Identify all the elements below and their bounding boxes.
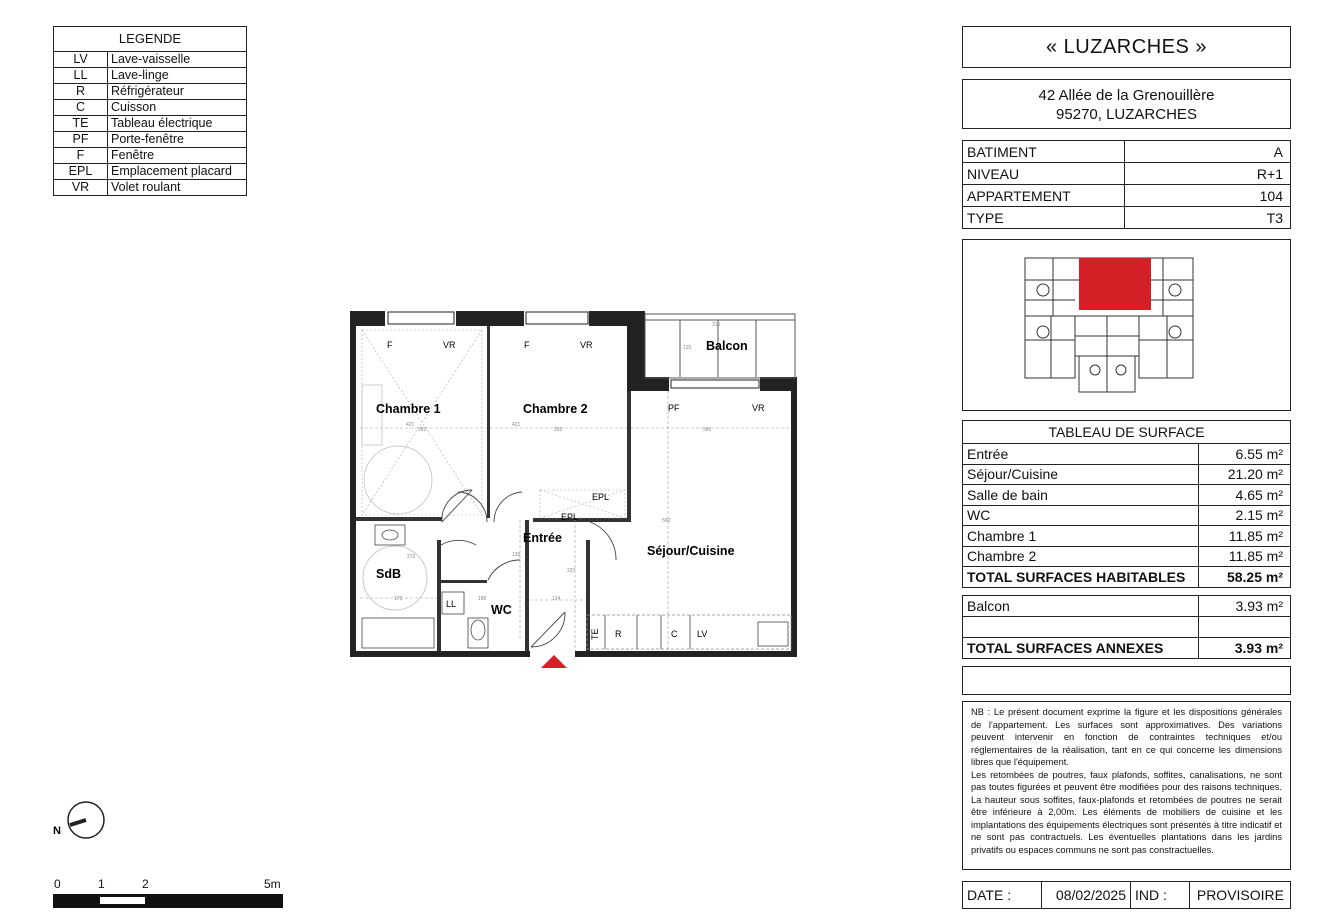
surface-row [963, 505, 1291, 526]
info-label: NIVEAU [963, 163, 1125, 185]
info-label: BATIMENT [963, 141, 1125, 163]
room-wc: WC [491, 603, 512, 617]
legend-label: Lave-linge [108, 68, 247, 84]
tag-epl: EPL [592, 492, 610, 502]
dim-label: 170 [394, 596, 403, 602]
info-value: T3 [1125, 207, 1291, 229]
tag-vr: VR [580, 340, 593, 350]
storage-marks [362, 330, 625, 518]
dim-label: 282 [418, 427, 427, 433]
info-row [963, 141, 1291, 163]
surface-value: 2.15 m² [1199, 505, 1291, 526]
building-key-plan [962, 239, 1291, 411]
date-table [962, 881, 1291, 909]
scale-label: 1 [98, 877, 105, 891]
info-row [963, 207, 1291, 229]
legend-label: Emplacement placard [108, 164, 247, 180]
address-box [962, 79, 1291, 129]
project-title: « LUZARCHES » [962, 26, 1291, 68]
legend-row [54, 100, 247, 116]
legend-abbr: EPL [54, 164, 108, 180]
surface-total-label: TOTAL SURFACES HABITABLES [963, 567, 1199, 588]
tag-pf: PF [668, 403, 680, 413]
legend-abbr: C [54, 100, 108, 116]
tag-epl: EPL [561, 512, 579, 522]
tag-te: TE [590, 628, 600, 640]
info-table [962, 140, 1291, 229]
surface-row [963, 464, 1291, 485]
entrance-arrow [541, 655, 567, 668]
surface-total-row [963, 567, 1291, 588]
dim-label: 189 [478, 596, 487, 602]
surface-row [963, 526, 1291, 547]
floor-plan [345, 303, 805, 675]
dim-label: 345 [703, 427, 712, 433]
room-balcon: Balcon [706, 339, 748, 353]
dim-label: 421 [512, 422, 521, 428]
room-entree: Entrée [523, 531, 562, 545]
tag-f: F [387, 340, 393, 350]
info-label: TYPE [963, 207, 1125, 229]
date-label: DATE : [963, 882, 1042, 909]
compass-north-label: N [53, 825, 61, 837]
annex-value [1199, 617, 1291, 638]
room-chambre1: Chambre 1 [376, 402, 441, 416]
annex-row [963, 596, 1291, 617]
tag-lv: LV [697, 629, 708, 639]
date-value: 08/02/2025 [1042, 882, 1131, 909]
surface-value: 11.85 m² [1199, 526, 1291, 547]
blank-field [962, 666, 1291, 695]
annex-total-label: TOTAL SURFACES ANNEXES [963, 638, 1199, 659]
tag-c: C [671, 629, 678, 639]
scale-track [53, 894, 283, 908]
dim-label: 130 [512, 552, 521, 558]
info-label: APPARTEMENT [963, 185, 1125, 207]
legend-abbr: R [54, 84, 108, 100]
room-sejour: Séjour/Cuisine [647, 544, 735, 558]
surface-total-value: 58.25 m² [1199, 567, 1291, 588]
surface-value: 4.65 m² [1199, 485, 1291, 506]
note-paragraph: NB : Le présent document exprime la figure et les dispositions générales de l'appartement. Les surfaces sont approximatives. Des variations peuvent intervenir en fonction de contraintes techniques et/ou réglementaires de la réalisation, tant en ce qui concerne les dimensions libres que l'équipement. [971, 707, 1282, 767]
key-plan-drawing [963, 240, 1290, 410]
dim-label: 560 [662, 518, 671, 524]
address-line: 95270, LUZARCHES [1056, 106, 1197, 123]
surface-value: 6.55 m² [1199, 444, 1291, 465]
legend-abbr: LL [54, 68, 108, 84]
info-row [963, 185, 1291, 207]
surface-label: WC [963, 505, 1199, 526]
surface-row [963, 485, 1291, 506]
tag-ll: LL [446, 599, 457, 609]
dim-label: 421 [406, 422, 415, 428]
tag-vr: VR [752, 403, 765, 413]
legend-label: Tableau électrique [108, 116, 247, 132]
legend-label: Cuisson [108, 100, 247, 116]
surface-row [963, 546, 1291, 567]
dim-label: 125 [683, 345, 692, 351]
tag-f: F [524, 340, 530, 350]
annex-table [962, 595, 1291, 659]
dim-label: 292 [554, 427, 563, 433]
info-value: A [1125, 141, 1291, 163]
info-value: 104 [1125, 185, 1291, 207]
annex-label: Balcon [963, 596, 1199, 617]
annex-value: 3.93 m² [1199, 596, 1291, 617]
note-paragraph: Les retombées de poutres, faux plafonds, soffites, canalisations, ne sont pas toutes figurées et peuvent être modifiées pour des raisons techniques. La hauteur sous soffites, faux-plafonds et retombées de poutres ne serait être inférieure à 2,00m. Les éléments de mobiliers de cuisine et les implantations des équipements électriques sont présentés à titre indicatif et ne sont pas contractuels. Les éventuelles plantations dans les jardins privatifs ou espaces communs ne sont pas constractuelles. [971, 769, 1282, 855]
annex-total-row [963, 638, 1291, 659]
surface-table [962, 420, 1291, 588]
dim-label: 315 [712, 322, 721, 328]
dim-label: 124 [552, 596, 561, 602]
legend-label: Lave-vaisselle [108, 52, 247, 68]
annex-total-value: 3.93 m² [1199, 638, 1291, 659]
legend-label: Fenêtre [108, 148, 247, 164]
surface-row [963, 444, 1291, 465]
legend-label: Porte-fenêtre [108, 132, 247, 148]
legend-abbr: F [54, 148, 108, 164]
legend-row [54, 180, 247, 196]
tag-vr: VR [443, 340, 456, 350]
exterior-walls [350, 311, 797, 657]
annex-row [963, 617, 1291, 638]
room-sdb: SdB [376, 567, 401, 581]
surface-title: TABLEAU DE SURFACE [963, 421, 1291, 444]
scale-bar [53, 877, 283, 909]
scale-label: 2 [142, 877, 149, 891]
legend-row [54, 132, 247, 148]
legend-abbr: LV [54, 52, 108, 68]
legend-label: Réfrigérateur [108, 84, 247, 100]
info-value: R+1 [1125, 163, 1291, 185]
surface-label: Entrée [963, 444, 1199, 465]
windows [388, 312, 759, 388]
surface-label: Chambre 2 [963, 546, 1199, 567]
tag-r: R [615, 629, 622, 639]
legend-row [54, 84, 247, 100]
info-row [963, 163, 1291, 185]
surface-label: Séjour/Cuisine [963, 464, 1199, 485]
room-chambre2: Chambre 2 [523, 402, 588, 416]
ind-label: IND : [1131, 882, 1190, 909]
legend-table [53, 26, 247, 196]
legend-abbr: VR [54, 180, 108, 196]
legend-row [54, 164, 247, 180]
legend-label: Volet roulant [108, 180, 247, 196]
scale-segment [100, 897, 145, 904]
dim-label: 272 [407, 554, 416, 560]
disclaimer-note [962, 701, 1291, 870]
legend-row [54, 52, 247, 68]
scale-label: 0 [54, 877, 61, 891]
dim-label: 337 [567, 568, 576, 574]
surface-value: 11.85 m² [1199, 546, 1291, 567]
legend-row [54, 68, 247, 84]
surface-value: 21.20 m² [1199, 464, 1291, 485]
annex-label [963, 617, 1199, 638]
legend-row [54, 148, 247, 164]
surface-label: Chambre 1 [963, 526, 1199, 547]
legend-abbr: PF [54, 132, 108, 148]
surface-label: Salle de bain [963, 485, 1199, 506]
legend-title: LEGENDE [54, 27, 247, 52]
north-compass [48, 795, 110, 845]
legend-abbr: TE [54, 116, 108, 132]
ind-value: PROVISOIRE [1190, 882, 1291, 909]
address-line: 42 Allée de la Grenouillère [1038, 87, 1215, 104]
apartment-highlight [1079, 258, 1151, 310]
scale-label: 5m [264, 877, 281, 891]
legend-row [54, 116, 247, 132]
